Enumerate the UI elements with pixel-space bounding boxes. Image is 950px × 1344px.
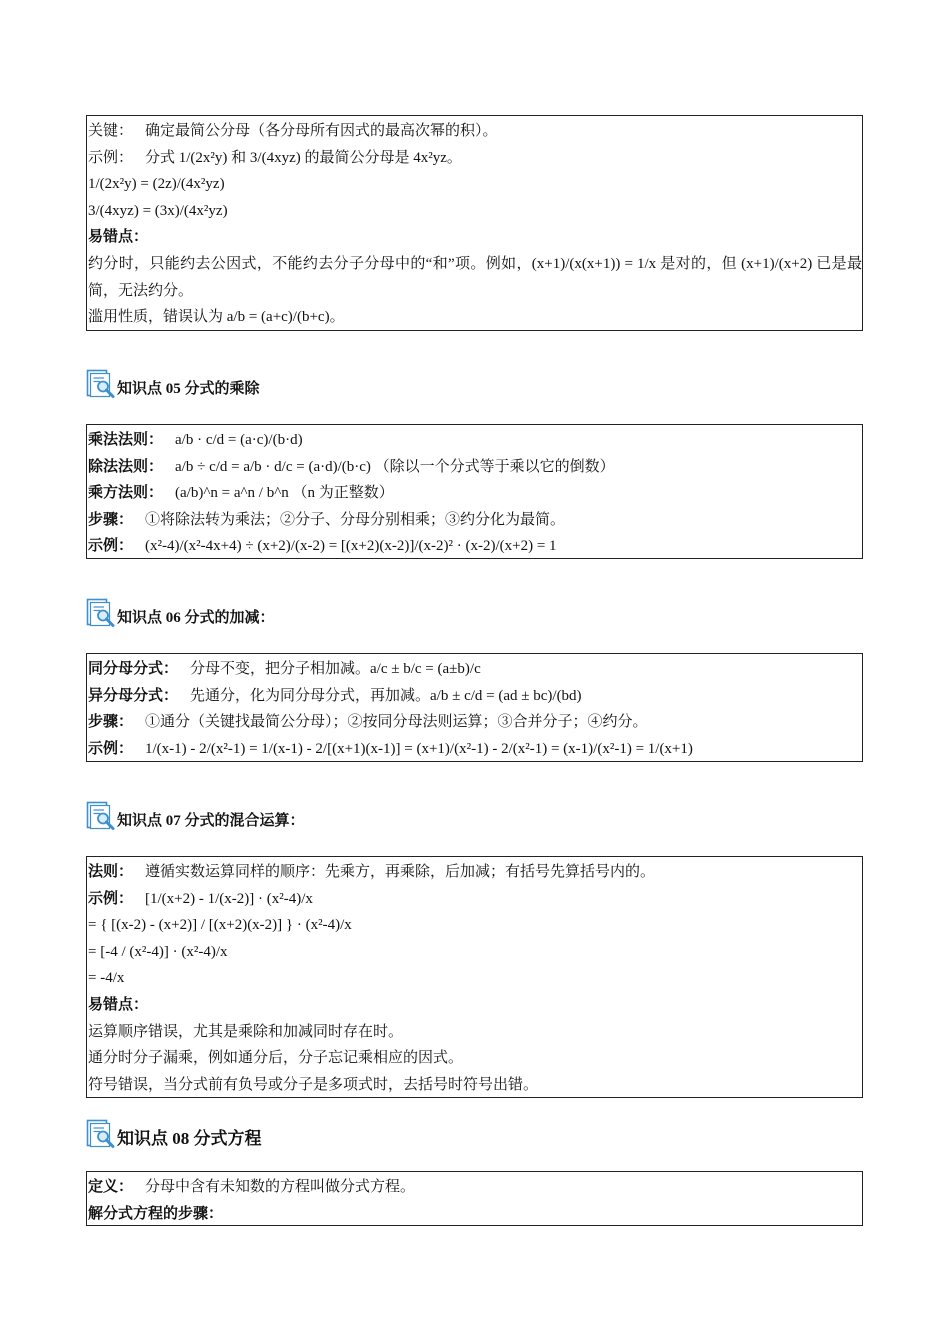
knowledge-point-icon	[86, 801, 116, 831]
section-box-fraction-reduction	[86, 115, 863, 331]
example-line	[88, 886, 862, 913]
example-text: 分式 1/(2x²y) 和 3/(4xyz) 的最简公分母是 4x²yz。	[145, 149, 462, 166]
equation-line: = [-4 / (x²-4)] · (x²-4)/x	[88, 943, 228, 960]
section-heading-07	[86, 799, 305, 831]
rule-line	[88, 683, 862, 710]
definition-line	[88, 1174, 862, 1201]
rule-line	[88, 859, 862, 886]
rule-text: a/b ÷ c/d = a/b · d/c = (a·d)/(b·c) （除以一个分式等于乘以它的倒数）	[175, 458, 615, 475]
equation-line: 3/(4xyz) = (3x)/(4x²yz)	[88, 202, 228, 219]
example-label: 示例：	[88, 149, 134, 166]
pitfall-text: 约分时，只能约去公因式，不能约去分子分母中的“和”项。例如，(x+1)/(x(x+1)) = 1/x 是对的，但 (x+1)/(x+2) 已是最简，无法约分。	[88, 255, 862, 299]
rule-text: 分母不变，把分子相加减。a/c ± b/c = (a±b)/c	[190, 661, 481, 677]
key-text: 确定最简公分母（各分母所有因式的最高次幂的积）。	[145, 123, 498, 139]
section-title: 知识点 05 分式的乘除	[117, 381, 260, 397]
example-text: (x²-4)/(x²-4x+4) ÷ (x+2)/(x-2) = [(x+2)(x-2)]/(x-2)² · (x-2)/(x+2) = 1	[145, 538, 557, 555]
section-title: 知识点 07 分式的混合运算：	[117, 813, 305, 829]
knowledge-point-icon	[86, 369, 116, 399]
example-label: 示例：	[88, 740, 134, 757]
rule-line	[88, 454, 862, 481]
pitfall-heading: 易错点：	[88, 229, 149, 246]
rule-label: 乘方法则：	[88, 485, 164, 502]
pitfall-text: 符号错误，当分式前有负号或分子是多项式时，去括号时符号出错。	[88, 1076, 539, 1093]
section-box-add-subtract	[86, 653, 863, 762]
equation-line: 1/(2x²y) = (2z)/(4x²yz)	[88, 176, 225, 193]
example-label: 示例：	[88, 538, 134, 555]
section-heading-08	[86, 1117, 262, 1149]
section-title: 知识点 08 分式方程	[117, 1129, 262, 1148]
rule-label: 乘法法则：	[88, 432, 164, 448]
rule-label: 异分母分式：	[88, 687, 179, 704]
steps-line	[88, 507, 862, 534]
section-box-fractional-equation	[86, 1171, 863, 1226]
section-heading-06	[86, 596, 275, 628]
rule-text: 遵循实数运算同样的顺序：先乘方，再乘除，后加减；有括号先算括号内的。	[145, 864, 656, 880]
example-text: [1/(x+2) - 1/(x-2)] · (x²-4)/x	[145, 890, 313, 907]
key-label: 关键：	[88, 123, 134, 139]
steps-heading: 解分式方程的步骤：	[88, 1205, 224, 1222]
pitfall-text: 运算顺序错误，尤其是乘除和加减同时存在时。	[88, 1023, 404, 1040]
key-point-line	[88, 118, 862, 145]
knowledge-point-icon	[86, 598, 116, 628]
definition-text: 分母中含有未知数的方程叫做分式方程。	[145, 1179, 416, 1195]
example-label: 示例：	[88, 890, 134, 907]
steps-label: 步骤：	[88, 714, 134, 731]
steps-text: ①通分（关键找最简公分母）；②按同分母法则运算；③合并分子；④约分。	[145, 714, 648, 731]
rule-label: 法则：	[88, 864, 134, 880]
section-box-multiply-divide	[86, 424, 863, 559]
steps-label: 步骤：	[88, 511, 134, 528]
example-line	[88, 533, 862, 560]
definition-label: 定义：	[88, 1179, 134, 1195]
rule-text: a/b · c/d = (a·c)/(b·d)	[175, 432, 303, 448]
knowledge-point-icon	[86, 1119, 116, 1149]
rule-line	[88, 480, 862, 507]
pitfall-heading: 易错点：	[88, 996, 149, 1013]
example-line	[88, 736, 862, 763]
example-line	[88, 145, 862, 172]
equation-line: = { [(x-2) - (x+2)] / [(x+2)(x-2)] } · (x²-4)/x	[88, 917, 352, 934]
rule-label: 除法法则：	[88, 458, 164, 475]
equation-line: = -4/x	[88, 970, 125, 987]
section-title: 知识点 06 分式的加减：	[117, 610, 275, 626]
rule-line	[88, 656, 862, 683]
rule-text: 先通分，化为同分母分式，再加减。a/b ± c/d = (ad ± bc)/(bd)	[190, 687, 582, 704]
rule-line	[88, 427, 862, 454]
example-text: 1/(x-1) - 2/(x²-1) = 1/(x-1) - 2/[(x+1)(x-1)] = (x+1)/(x²-1) - 2/(x²-1) = (x-1)/(x²-1) = 1/(x+1)	[145, 740, 693, 757]
rule-label: 同分母分式：	[88, 661, 179, 677]
pitfall-text: 通分时分子漏乘，例如通分后，分子忘记乘相应的因式。	[88, 1050, 464, 1067]
steps-line	[88, 709, 862, 736]
pitfall-text: 滥用性质，错误认为 a/b = (a+c)/(b+c)。	[88, 309, 345, 326]
section-box-mixed-operations	[86, 856, 863, 1098]
rule-text: (a/b)^n = a^n / b^n （n 为正整数）	[175, 485, 394, 502]
steps-text: ①将除法转为乘法；②分子、分母分别相乘；③约分化为最简。	[145, 511, 566, 528]
section-heading-05	[86, 367, 260, 399]
